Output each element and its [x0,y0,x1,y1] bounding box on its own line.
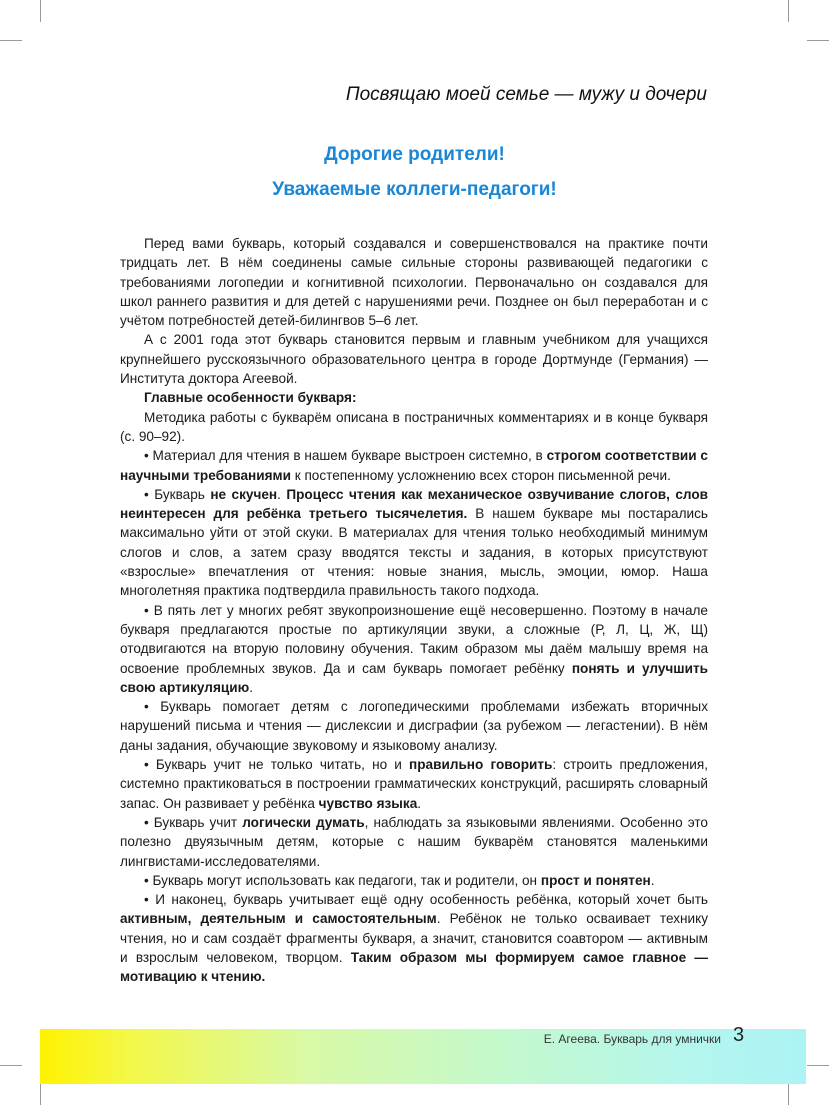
crop-mark [788,0,789,22]
text-run: чувство языка [318,795,418,811]
paragraph [120,890,708,986]
crop-mark [0,1065,22,1066]
text-run: • Букварь учит [144,814,243,830]
paragraph [120,871,708,890]
heading-colleagues: Уважаемые коллеги-педагоги! [272,179,557,200]
text-run: Таким образом мы формируем самое главное — мотивацию к чтению. [120,949,708,985]
text-run: . [650,872,655,888]
text-run: активным, деятельным и самостоятельным [120,911,437,927]
text-run: к постепенному усложнению всех сторон письменной речи. [290,467,671,483]
crop-mark [40,0,41,22]
text-run: Перед вами букварь, который создавался и совершенствовался на практике почти тридцать лет. В нём соединены самые сильные стороны развивающей педагогики с требованиями логопедии и когнитивной психологии. Первоначально он создавался для школ раннего развития и для детей с нарушениями речи. Позднее он был переработан и с учётом потребностей детей-билингвов 5–6 лет. [120,236,708,329]
paragraph [120,408,708,447]
text-run: Процесс чтения как механическое озвучивание слогов, слов неинтересен для ребёнка третьего тысячелетия. [120,486,709,522]
heading-parents: Дорогие родители! [324,144,505,165]
paragraph [120,330,708,388]
paragraph [120,755,708,813]
page-number: 3 [733,1024,745,1046]
text-run: правильно говорить [409,757,553,773]
paragraph [120,234,708,330]
paragraph [120,388,708,407]
text-run: . Ребёнок не только осваивает технику чтения, но и сам создаёт фрагменты букваря, а значит, становится соавтором — активным и взрослым человеком, творцом. [120,911,709,965]
text-run: В нашем букваре мы постарались максимально уйти от этой скуки. В материалах для чтения только необходимый минимум слогов и слов, а затем сразу вводятся тексты и задания, в которых присутствуют «взрослые» впечатления от чтения: новые знания, мысль, эмоции, юмор. Наша многолетняя практика подтвердила правильность такого подхода. [120,506,708,599]
text-run: Методика работы с букварём описана в постраничных комментариях и в конце букваря (с. 90–92). [120,409,708,444]
text-run: • Букварь помогает детям с логопедическими проблемами избежать вторичных нарушений письма и чтения — дислексии и дисграфии (за рубежом — легастении). В нём даны задания, обучающие звуковому и языковому анализу. [120,699,708,753]
text-run: логически думать [242,814,365,830]
crop-mark [0,40,22,41]
text-run: . [277,486,287,502]
crop-mark [40,1083,41,1105]
text-run: • Букварь учит не только читать, но и [144,757,410,773]
text-run: • Букварь могут использовать как педагоги, так и родители, он [144,872,541,888]
text-run: : строить предложения, системно практиковаться в построении грамматических конструкций, расширять словарный запас. Он развивает у ребёнка [120,757,708,811]
footer-book-title: Е. Агеева. Букварь для умнички [543,1032,721,1046]
text-run: строгом соответствии с научными требованиями [120,448,708,483]
dedication: Посвящаю моей семье — мужу и дочери [345,84,707,105]
text-run: Главные особенности букваря: [144,390,357,406]
text-run: , наблюдать за языковыми явлениями. Особенно это полезно двуязычным детям, которые с нашим букварём становятся маленькими лингвистами-исследователями. [120,814,708,869]
text-run: • И наконец, букварь учитывает ещё одну особенность ребёнка, который хочет быть [144,892,708,908]
crop-mark [807,40,829,41]
text-run: . [417,795,422,811]
paragraph [120,446,708,485]
paragraph [120,813,708,871]
text-run: прост и понятен [540,872,651,888]
crop-mark [807,1065,829,1066]
paragraph [120,601,708,697]
body-text [120,234,708,987]
text-run: • Материал для чтения в нашем букваре выстроен системно, в [144,448,547,464]
text-run: А с 2001 года этот букварь становится первым и главным учебником для учащихся крупнейшего русскоязычного образовательного центра в городе Дортмунде (Германия) — Института доктора Агеевой. [120,332,708,387]
text-run: • Букварь [144,486,211,502]
paragraph [120,485,708,601]
crop-mark [788,1083,789,1105]
text-run: . [249,679,253,695]
text-run: • В пять лет у многих ребят звукопроизношение ещё несовершенно. Поэтому в начале букваря предлагаются простые по артикуляции звуки, а сложные (Р, Л, Ц, Ж, Щ) отодвигаются на вторую половину обучения. Таким образом мы даём малышу время на освоение проблемных звуков. Да и сам букварь помогает ребёнку [120,602,708,676]
text-run: не скучен [210,486,278,502]
paragraph [120,697,708,755]
text-run: понять и улучшить свою артикуляцию [120,660,708,695]
